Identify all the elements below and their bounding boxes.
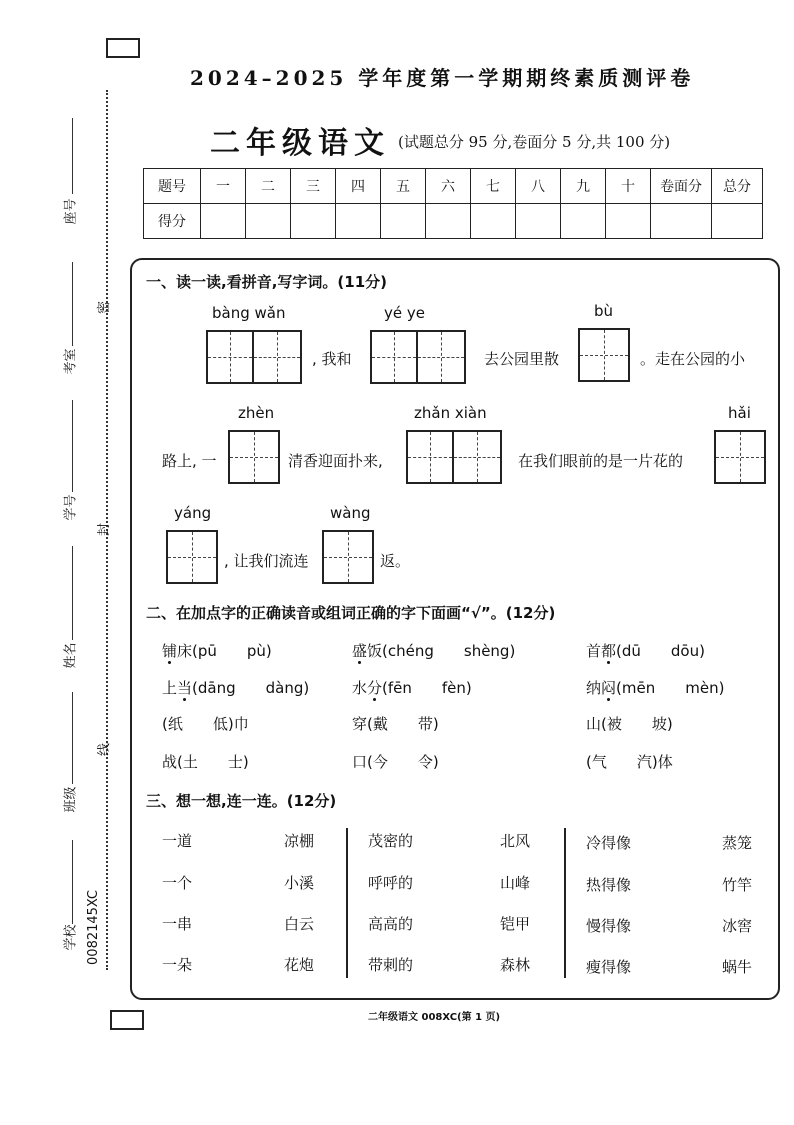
score-header-cell: 题号 (144, 169, 201, 204)
page-footer: 二年级语文 008XC(第 1 页) (368, 1012, 501, 1023)
q3-right-item[interactable]: 山峰 (500, 874, 531, 892)
q1-pinyin: yáng (174, 504, 212, 522)
q3-right-item[interactable]: 白云 (284, 915, 315, 933)
score-cell[interactable] (561, 204, 606, 239)
q3-right-item[interactable]: 蜗牛 (722, 958, 753, 976)
q3-title: 三、想一想,连一连。(12分) (146, 792, 337, 810)
q1-text: , 我和 (312, 350, 352, 368)
score-table (143, 168, 763, 239)
q1-text: 。走在公园的小 (640, 350, 746, 368)
score-header-cell: 一 (201, 169, 246, 204)
name-label: 姓名 (63, 642, 79, 669)
score-header-cell: 二 (246, 169, 291, 204)
q1-text: 返。 (380, 552, 411, 570)
q1-answer-box[interactable] (714, 430, 766, 484)
q3-left-item[interactable]: 慢得像 (586, 917, 632, 935)
q3-left-item[interactable]: 一个 (162, 874, 193, 892)
q2-item[interactable]: (纸 低)巾 (162, 715, 249, 733)
q3-right-item[interactable]: 竹竿 (722, 876, 753, 894)
subject-title: 二年级语文 (210, 126, 390, 161)
q1-text: 清香迎面扑来, (288, 452, 383, 470)
q3-right-item[interactable]: 冰窖 (722, 917, 753, 935)
q2-item[interactable]: 首都(dū dōu) (586, 642, 705, 660)
score-table-header-row (144, 169, 763, 204)
q3-right-item[interactable]: 北风 (500, 832, 531, 850)
q3-right-item[interactable]: 凉棚 (284, 832, 315, 850)
student-no-line (72, 400, 73, 492)
q2-item[interactable]: 盛饭(chéng shèng) (352, 642, 516, 660)
score-header-cell: 十 (606, 169, 651, 204)
score-header-cell: 七 (471, 169, 516, 204)
q3-right-item[interactable]: 森林 (500, 956, 531, 974)
q3-left-item[interactable]: 一道 (162, 832, 193, 850)
score-cell[interactable] (516, 204, 561, 239)
q1-text: 路上, 一 (162, 452, 217, 470)
seal-xian: 线 (97, 742, 113, 757)
score-header-cell: 卷面分 (651, 169, 712, 204)
score-cell[interactable] (201, 204, 246, 239)
q3-left-item[interactable]: 一朵 (162, 956, 193, 974)
score-note: (试题总分 95 分,卷面分 5 分,共 100 分) (398, 133, 671, 151)
score-cell[interactable] (291, 204, 336, 239)
score-header-cell: 三 (291, 169, 336, 204)
q3-left-item[interactable]: 一串 (162, 915, 193, 933)
q3-right-item[interactable]: 小溪 (284, 874, 315, 892)
score-cell[interactable] (246, 204, 291, 239)
score-cell[interactable] (712, 204, 763, 239)
class-line (72, 692, 73, 784)
name-line (72, 546, 73, 640)
q3-right-item[interactable]: 蒸笼 (722, 834, 753, 852)
seal-mi: 密 (97, 300, 113, 315)
school-line (72, 840, 73, 924)
score-cell[interactable] (336, 204, 381, 239)
q3-left-item[interactable]: 冷得像 (586, 834, 632, 852)
corner-marker-top (106, 38, 140, 58)
q1-answer-box[interactable] (228, 430, 280, 484)
score-cell[interactable] (426, 204, 471, 239)
q3-right-item[interactable]: 花炮 (284, 956, 315, 974)
seal-feng: 封 (97, 522, 113, 537)
q1-answer-box[interactable] (206, 330, 302, 384)
score-header-cell: 八 (516, 169, 561, 204)
score-cell[interactable] (381, 204, 426, 239)
q1-pinyin: hǎi (728, 404, 751, 422)
score-header-cell: 六 (426, 169, 471, 204)
score-cell[interactable] (471, 204, 516, 239)
q2-item[interactable]: (气 汽)体 (586, 753, 673, 771)
q1-answer-box[interactable] (322, 530, 374, 584)
q3-left-item[interactable]: 高高的 (368, 915, 414, 933)
q3-left-item[interactable]: 茂密的 (368, 832, 414, 850)
corner-marker-bottom (110, 1010, 144, 1030)
q2-item[interactable]: 水分(fēn fèn) (352, 679, 472, 697)
q3-left-item[interactable]: 呼呼的 (368, 874, 414, 892)
q2-item[interactable]: 战(土 士) (162, 753, 249, 771)
q1-answer-box[interactable] (406, 430, 502, 484)
paper-code: 0082145XC (85, 890, 101, 965)
score-header-cell: 九 (561, 169, 606, 204)
q3-left-item[interactable]: 带刺的 (368, 956, 414, 974)
q3-left-item[interactable]: 瘦得像 (586, 958, 632, 976)
class-label: 班级 (63, 786, 79, 813)
q1-pinyin: wàng (330, 504, 371, 522)
score-header-cell: 四 (336, 169, 381, 204)
q1-answer-box[interactable] (166, 530, 218, 584)
q1-answer-box[interactable] (578, 328, 630, 382)
q1-pinyin: yé ye (384, 304, 425, 322)
q2-title: 二、在加点字的正确读音或组词正确的字下面画“√”。(12分) (146, 604, 556, 622)
school-label: 学校 (63, 924, 79, 951)
score-cell[interactable] (606, 204, 651, 239)
q2-item[interactable]: 纳闷(mēn mèn) (586, 679, 725, 697)
room-line (72, 262, 73, 346)
score-header-cell: 总分 (712, 169, 763, 204)
score-table-score-row (144, 204, 763, 239)
score-cell[interactable] (651, 204, 712, 239)
exam-title: 2024–2025 学年度第一学期期终素质测评卷 (190, 66, 695, 90)
q1-answer-box[interactable] (370, 330, 466, 384)
student-no-label: 学号 (63, 494, 79, 521)
q2-item[interactable]: 上当(dāng dàng) (162, 679, 310, 697)
q3-left-item[interactable]: 热得像 (586, 876, 632, 894)
q2-item[interactable]: 穿(戴 带) (352, 715, 439, 733)
seat-label: 座号 (63, 198, 79, 225)
q1-text: 去公园里散 (484, 350, 560, 368)
score-row-label: 得分 (144, 204, 201, 239)
q1-title: 一、读一读,看拼音,写字词。(11分) (146, 273, 387, 291)
q3-right-item[interactable]: 铠甲 (500, 915, 531, 933)
seat-line (72, 118, 73, 194)
q2-item[interactable]: 铺床(pū pù) (162, 642, 272, 660)
q2-item[interactable]: 口(今 令) (352, 753, 439, 771)
q3-divider (564, 828, 566, 978)
q3-divider (346, 828, 348, 978)
q1-pinyin: bàng wǎn (212, 304, 286, 322)
q1-pinyin: zhǎn xiàn (414, 404, 487, 422)
q1-pinyin: zhèn (238, 404, 275, 422)
q1-text: 在我们眼前的是一片花的 (518, 452, 684, 470)
score-header-cell: 五 (381, 169, 426, 204)
q2-item[interactable]: 山(被 坡) (586, 715, 673, 733)
q1-pinyin: bù (594, 302, 614, 320)
room-label: 考室 (63, 348, 79, 375)
q1-text: , 让我们流连 (224, 552, 309, 570)
